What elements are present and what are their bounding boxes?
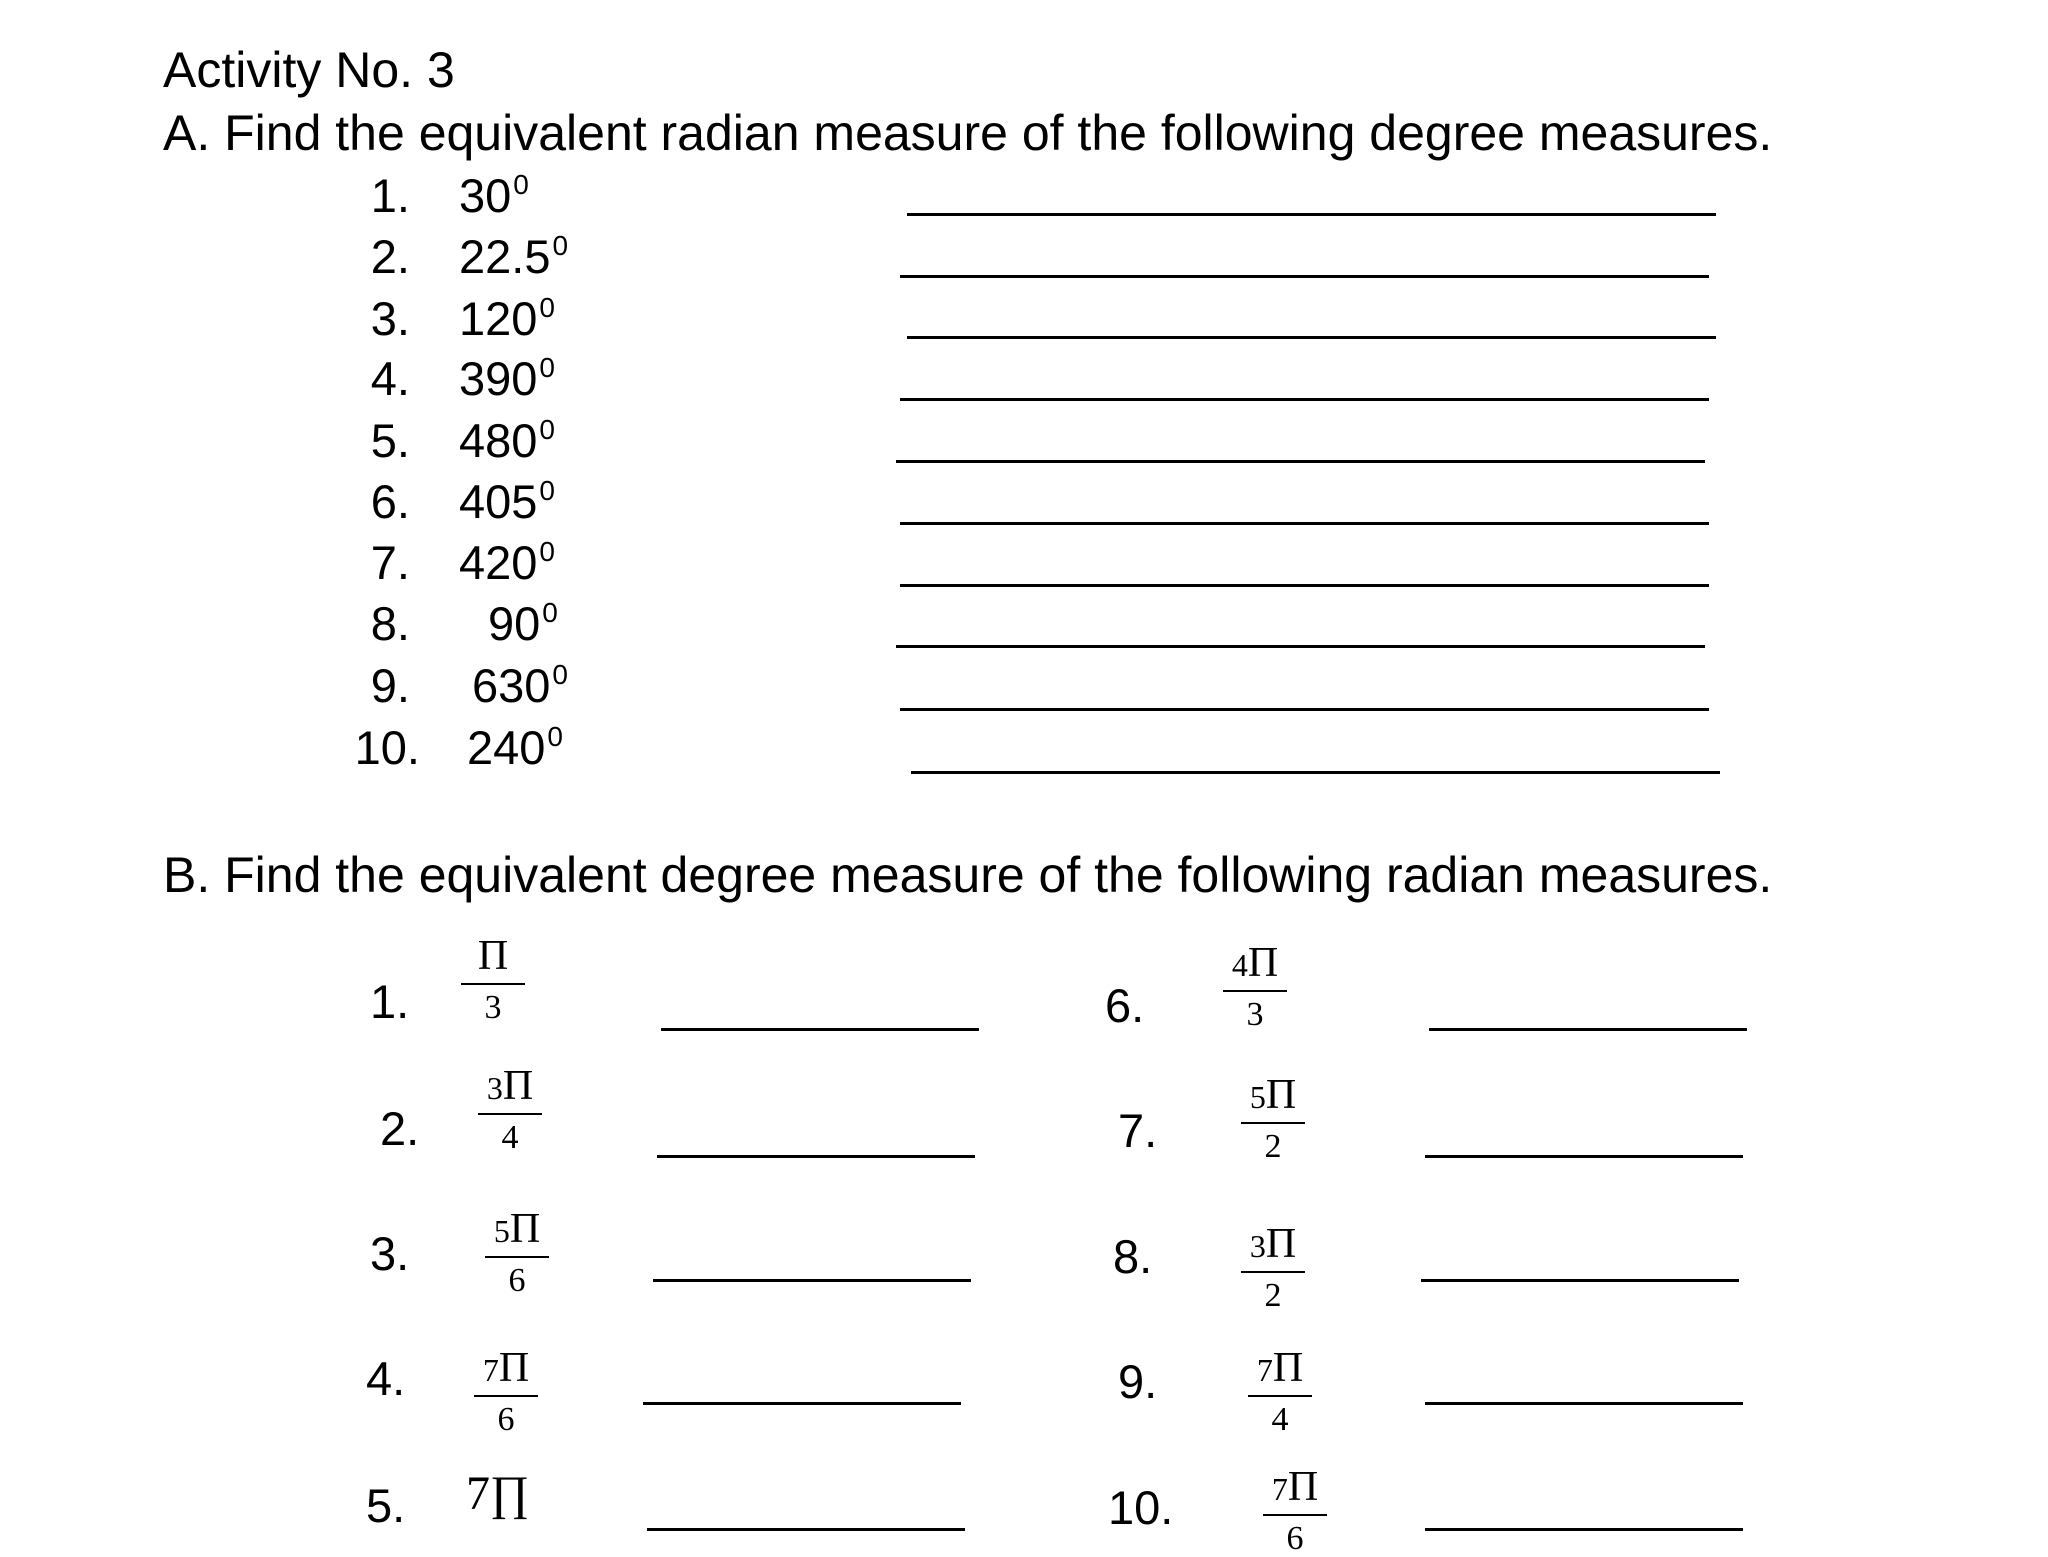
fraction-bar xyxy=(461,983,525,985)
numerator-coefficient: 7 xyxy=(1256,1352,1273,1388)
fraction-bar xyxy=(478,1113,542,1115)
a-item-8-answer-blank[interactable] xyxy=(896,645,1705,648)
a-item-4-degree xyxy=(459,352,555,405)
numerator-coefficient: 7 xyxy=(482,1352,499,1388)
a-item-7-value: 420 xyxy=(459,536,538,589)
degree-superscript: 0 xyxy=(539,536,555,567)
fraction-denominator: 3 xyxy=(1246,996,1264,1033)
fraction-denominator: 6 xyxy=(1286,1520,1304,1557)
pi-symbol: Π xyxy=(1265,1221,1297,1267)
b-item-4-radian-fraction xyxy=(466,1347,546,1437)
a-item-2-value: 22.5 xyxy=(459,230,551,283)
a-item-10-degree xyxy=(467,721,563,774)
a-item-7-number: 7. xyxy=(370,536,410,589)
fraction-bar xyxy=(1248,1395,1312,1397)
degree-superscript: 0 xyxy=(539,292,555,323)
fraction-numerator xyxy=(470,1065,550,1107)
fraction-numerator xyxy=(1215,942,1295,984)
fraction-numerator xyxy=(477,1208,557,1250)
b-item-2-number: 2. xyxy=(380,1102,420,1155)
degree-superscript: 0 xyxy=(513,169,529,200)
b-item-4-answer-blank[interactable] xyxy=(643,1402,961,1405)
degree-superscript: 0 xyxy=(547,721,563,752)
a-item-5-value: 480 xyxy=(459,414,538,467)
fraction-numerator xyxy=(1233,1223,1313,1265)
a-item-1-answer-blank[interactable] xyxy=(907,213,1716,216)
b-item-1-radian-fraction xyxy=(453,935,533,1025)
fraction-bar xyxy=(1263,1514,1327,1516)
b-item-3-number: 3. xyxy=(370,1227,410,1280)
fraction-denominator: 2 xyxy=(1264,1277,1282,1314)
b-item-5-answer-blank[interactable] xyxy=(647,1528,965,1531)
fraction-bar xyxy=(1241,1122,1305,1124)
pi-symbol: Π xyxy=(502,1063,534,1109)
numerator-coefficient: 5 xyxy=(1249,1079,1266,1115)
a-item-1-degree xyxy=(459,169,529,222)
a-item-6-answer-blank[interactable] xyxy=(900,522,1709,525)
fraction-denominator: 4 xyxy=(501,1119,519,1156)
pi-symbol: Π xyxy=(509,1206,541,1252)
a-item-5-number: 5. xyxy=(370,414,410,467)
b-item-2-answer-blank[interactable] xyxy=(657,1155,975,1158)
b-item-2-radian-fraction xyxy=(470,1065,550,1155)
numerator-coefficient: 4 xyxy=(1231,947,1248,983)
a-item-2-degree xyxy=(459,230,569,283)
pi-symbol: Π xyxy=(1247,940,1279,986)
fraction-denominator: 6 xyxy=(497,1401,515,1438)
a-item-8-number: 8. xyxy=(370,597,410,650)
activity-title: Activity No. 3 xyxy=(163,42,455,98)
pi-symbol: Π xyxy=(1272,1345,1304,1391)
numerator-coefficient: 7 xyxy=(1271,1471,1288,1507)
a-item-3-number: 3. xyxy=(370,292,410,345)
a-item-1-number: 1. xyxy=(370,169,410,222)
a-item-7-answer-blank[interactable] xyxy=(900,584,1709,587)
fraction-bar xyxy=(1223,990,1287,992)
fraction-denominator: 6 xyxy=(508,1262,526,1299)
fraction-bar xyxy=(485,1256,549,1258)
a-item-3-answer-blank[interactable] xyxy=(907,336,1716,339)
a-item-9-value: 630 xyxy=(472,659,551,712)
fraction-numerator xyxy=(466,1347,546,1389)
a-item-10-number: 10. xyxy=(354,721,420,774)
fraction-denominator: 2 xyxy=(1264,1128,1282,1165)
a-item-9-degree xyxy=(472,659,568,712)
b-item-7-answer-blank[interactable] xyxy=(1425,1155,1743,1158)
b-item-6-answer-blank[interactable] xyxy=(1429,1028,1747,1031)
b-item-6-radian-fraction xyxy=(1215,942,1295,1032)
b-item-9-radian-fraction xyxy=(1240,1347,1320,1437)
fraction-denominator: 3 xyxy=(484,989,502,1026)
a-item-3-degree xyxy=(459,292,555,345)
a-item-7-degree xyxy=(459,536,555,589)
a-item-2-number: 2. xyxy=(370,230,410,283)
degree-superscript: 0 xyxy=(539,414,555,445)
b-item-7-radian-fraction xyxy=(1233,1074,1313,1164)
pi-symbol: Π xyxy=(498,1345,530,1391)
fraction-numerator xyxy=(1240,1347,1320,1389)
fraction-numerator xyxy=(1233,1074,1313,1116)
b-item-10-radian-fraction xyxy=(1255,1466,1335,1556)
numerator-coefficient: 5 xyxy=(493,1213,510,1249)
numerator-coefficient: 3 xyxy=(1249,1228,1266,1264)
fraction-bar xyxy=(1241,1271,1305,1273)
b-item-3-radian-fraction xyxy=(477,1208,557,1298)
b-item-5-radian: 7∏ xyxy=(466,1467,530,1520)
fraction-denominator: 4 xyxy=(1271,1401,1289,1438)
a-item-9-answer-blank[interactable] xyxy=(900,708,1709,711)
pi-symbol: Π xyxy=(1287,1464,1319,1510)
a-item-8-degree xyxy=(488,597,558,650)
a-item-1-value: 30 xyxy=(459,169,512,222)
a-item-6-value: 405 xyxy=(459,475,538,528)
b-item-3-answer-blank[interactable] xyxy=(653,1279,971,1282)
section-a-instruction: A. Find the equivalent radian measure of the following degree measures. xyxy=(163,105,1773,161)
a-item-9-number: 9. xyxy=(370,659,410,712)
degree-superscript: 0 xyxy=(552,230,569,261)
b-item-7-number: 7. xyxy=(1118,1104,1158,1157)
degree-superscript: 0 xyxy=(552,659,568,690)
b-item-10-answer-blank[interactable] xyxy=(1425,1528,1743,1531)
b-item-10-number: 10. xyxy=(1108,1481,1174,1534)
a-item-5-answer-blank[interactable] xyxy=(896,460,1705,463)
b-item-4-number: 4. xyxy=(366,1352,406,1405)
fraction-numerator xyxy=(453,935,533,977)
degree-superscript: 0 xyxy=(539,352,555,383)
degree-superscript: 0 xyxy=(542,597,558,628)
a-item-10-answer-blank[interactable] xyxy=(911,771,1720,774)
a-item-2-answer-blank[interactable] xyxy=(900,275,1709,278)
b-item-8-answer-blank[interactable] xyxy=(1421,1279,1739,1282)
a-item-8-value: 90 xyxy=(488,597,541,650)
b-item-5-number: 5. xyxy=(366,1479,406,1532)
b-item-1-answer-blank[interactable] xyxy=(661,1028,979,1031)
a-item-4-number: 4. xyxy=(370,352,410,405)
a-item-10-value: 240 xyxy=(467,721,546,774)
pi-symbol: Π xyxy=(1265,1072,1297,1118)
b-item-8-radian-fraction xyxy=(1233,1223,1313,1313)
b-item-6-number: 6. xyxy=(1105,979,1145,1032)
b-item-9-number: 9. xyxy=(1118,1355,1158,1408)
b-item-9-answer-blank[interactable] xyxy=(1425,1402,1743,1405)
fraction-bar xyxy=(474,1395,538,1397)
a-item-4-answer-blank[interactable] xyxy=(900,398,1709,401)
degree-superscript: 0 xyxy=(539,475,555,506)
b-item-1-number: 1. xyxy=(370,975,410,1028)
a-item-6-number: 6. xyxy=(370,475,410,528)
pi-symbol: Π xyxy=(477,933,509,979)
b-item-8-number: 8. xyxy=(1113,1230,1153,1283)
a-item-6-degree xyxy=(459,475,555,528)
section-b-instruction: B. Find the equivalent degree measure of the following radian measures. xyxy=(163,847,1773,903)
numerator-coefficient: 3 xyxy=(486,1070,503,1106)
a-item-5-degree xyxy=(459,414,555,467)
a-item-3-value: 120 xyxy=(459,292,538,345)
a-item-4-value: 390 xyxy=(459,352,538,405)
fraction-numerator xyxy=(1255,1466,1335,1508)
